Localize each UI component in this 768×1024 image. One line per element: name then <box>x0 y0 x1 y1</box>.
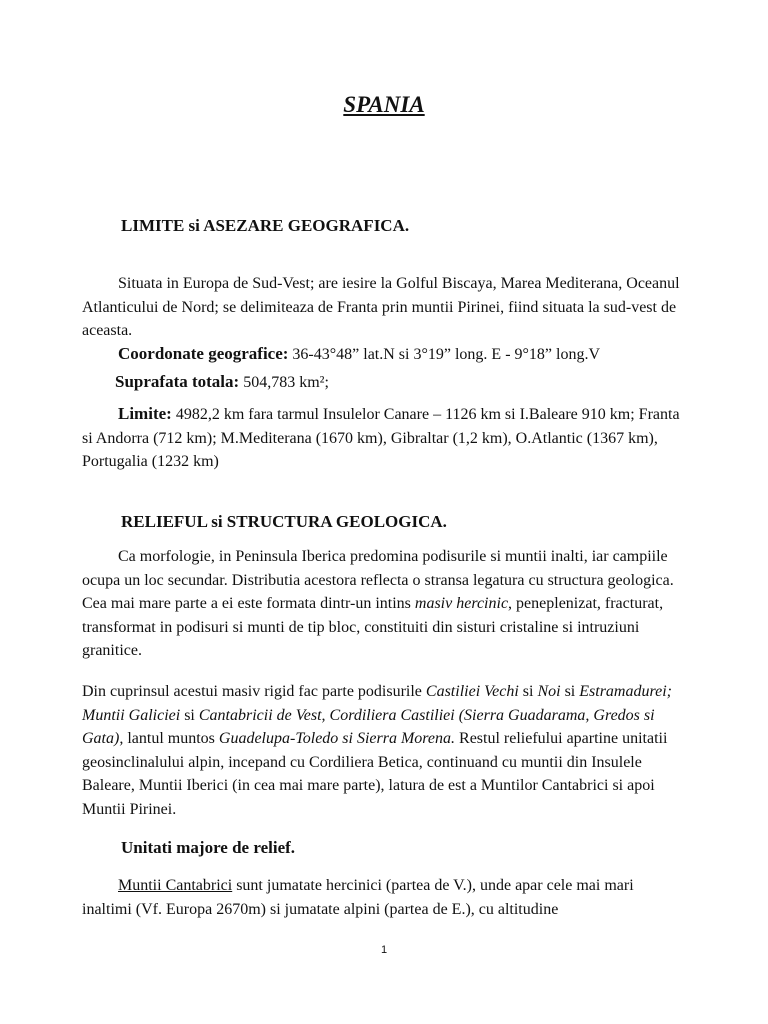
limits-label: Limite: <box>118 404 172 423</box>
relief-p2-text: Din cuprinsul acestui masiv rigid fac parte podisurile <box>82 683 426 700</box>
intro-text: Situata in Europa de Sud-Vest; are iesire la Golful Biscaya, Marea Mediterana, Oceanul Atlanticului de Nord; se delimiteaza de Franta prin muntii Pirinei, fiind situata la sud-vest de aceasta. <box>82 275 680 339</box>
relief-paragraph-1 <box>82 545 686 663</box>
coordinates-line <box>118 344 600 364</box>
area-value: 504,783 km²; <box>243 374 329 391</box>
coordinates-value: 36-43°48” lat.N si 3°19” long. E - 9°18” long.V <box>292 346 601 363</box>
relief-p2-text: Restul reliefului apartine unitatii geosinclinalului alpin, incepand cu Cordiliera Betica, continuand cu muntii din Insulele Baleare, Muntii Iberici (in cea mai mare parte), latura de est a Muntilor Cantabrici si apoi Muntii Pirinei. <box>82 730 668 818</box>
units-text: sunt jumatate hercinici (partea de V.), unde apar cele mai mari inaltimi (Vf. Europa 2670m) si jumatate alpini (partea de E.), cu altitudine <box>82 877 634 918</box>
relief-p1-text: Ca morfologie, in Peninsula Iberica predomina podisurile si muntii inalti, iar campiile ocupa un loc secundar. Distributia acestora reflecta o stransa legatura cu structura geologica. Cea mai mare parte a ei este formata dintr-un intins <box>82 548 674 612</box>
section-heading-units: Unitati majore de relief. <box>121 838 296 857</box>
limits-paragraph <box>82 402 686 474</box>
relief-paragraph-2 <box>82 680 686 821</box>
coordinates-label: Coordonate geografice: <box>118 344 289 363</box>
relief-p2-text: lantul muntos <box>123 730 219 747</box>
relief-p2-italic: Cantabricii de Vest, Cordiliera Castiliei (Sierra Guadarama, Gredos si Gata), <box>82 706 655 747</box>
intro-paragraph <box>82 272 686 343</box>
section-heading-relief: RELIEFUL si STRUCTURA GEOLOGICA. <box>121 512 447 531</box>
units-paragraph <box>82 874 686 921</box>
relief-p1-text-end: , peneplenizat, fracturat, transformat in podisuri si munti de tip bloc, constituiti din sisturi cristaline si intruziuni granitice. <box>82 595 664 659</box>
limits-value: 4982,2 km fara tarmul Insulelor Canare – 1126 km si I.Baleare 910 km; Franta si Andorra (712 km); M.Mediterana (1670 km), Gibraltar (1,2 km), O.Atlantic (1367 km), Portugalia (1232 km) <box>82 406 680 470</box>
relief-p1-italic: masiv hercinic <box>414 595 509 612</box>
section-heading-limits: LIMITE si ASEZARE GEOGRAFICA. <box>121 216 410 235</box>
page-title: SPANIA <box>343 92 425 117</box>
area-line <box>115 372 329 392</box>
relief-p2-italic: Noi <box>537 683 561 700</box>
relief-p2-text: si <box>180 706 199 724</box>
area-label: Suprafata totala: <box>115 372 240 391</box>
muntii-cantabrici-link: Muntii Cantabrici <box>118 877 233 894</box>
relief-p2-italic: Estramadurei; Muntii Galiciei <box>82 683 672 724</box>
relief-p2-italic: Castiliei Vechi <box>425 683 519 700</box>
relief-p2-text: si <box>518 683 538 700</box>
relief-p2-italic: Guadelupa-Toledo si Sierra Morena. <box>218 730 456 747</box>
relief-p2-text: si <box>560 683 580 700</box>
page-number: 1 <box>380 944 388 956</box>
